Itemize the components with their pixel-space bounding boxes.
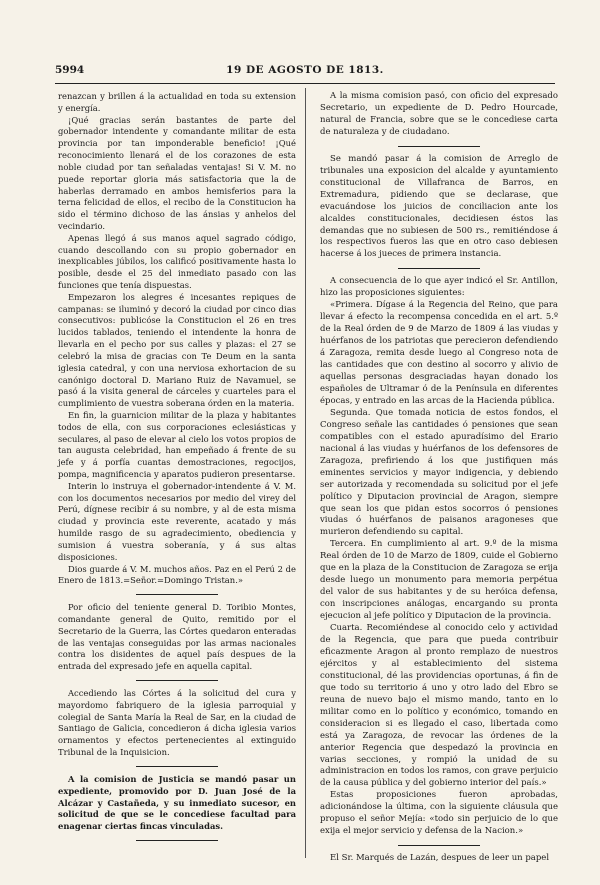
page-header <box>55 64 555 78</box>
paragraph: Tercera. En cumplimiento al art. 9.º de la misma Real órden de 10 de Marzo de 1809, cuide el Gobierno que en la plaza de la Constitucion de Zaragoza se erija desde luego un monumento para memoria perpétua del valor de sus habitantes y de su heróica defensa, con inscripciones análogas, encargando su pronta ejecucion al jefe político y Diputacion de la provincia. <box>320 539 558 622</box>
paragraph: Se mandó pasar á la comision de Arreglo de tribunales una exposicion del alcalde y ayuntamiento constitucional de Villafranca de Barros, en Extremadura, pidiendo que se declarase, que evacuándose los juicios de conciliacion ante los alcaldes constitucionales, decidiesen éstos las demandas que no subiesen de 500 rs., remitiéndose á los respectivos fueros las que en otro caso debiesen hacerse á los jueces de primera instancia. <box>320 153 558 260</box>
section-separator <box>398 845 480 846</box>
paragraph: En fin, la guarnicion militar de la plaza y habitantes todos de ella, con sus corporaciones eclesiásticas y seculares, al paso de elevar al cielo los votos propios de tan augusta celebridad, han empeñado á frente de su jefe y á porfía cuantas demostraciones, regocijos, pompa, magnificencia y aparatos pudieron presentarse. <box>58 409 296 479</box>
section-separator <box>136 840 218 841</box>
paragraph: Dios guarde á V. M. muchos años. Paz en el Perú 2 de Enero de 1813.=Señor.=Domingo Tristan.» <box>58 563 296 586</box>
paragraph: Por oficio del teniente general D. Toribio Montes, comandante general de Quito, remitido por el Secretario de la Guerra, las Córtes quedaron enteradas de las ventajas conseguidas por las armas nacionales contra los disidentes de aquel país despues de la entrada del expresado jefe en aquella capital. <box>58 602 296 672</box>
paragraph: ¡Qué gracias serán bastantes de parte del gobernador intendente y comandante militar de esta provincia por tan imponderable beneficio! ¡Qué reconocimiento llenará el de los corazones de esta noble ciudad por tan señaladas ventajas! Si V. M. no puede reportar gloria más satisfactoria que la de haberlas derramado en ambos hemisferios para la terna felicidad de ellos, el recibo de la Constitucion ha sido el término dichoso de las ánsias y anhelos del vecindario. <box>58 114 296 231</box>
paragraph: Empezaron los alegres é incesantes repiques de campanas: se iluminó y decoró la ciudad por cinco dias consecutivos: publicóse la Constitucion el 26 en tres lucidos tablados, teniendo el intendente la honra de llevarla en el pecho por sus calles y plazas: el 27 se celebró la misa de gracias con Te Deum en la santa iglesia catedral, y con una nerviosa exhortacion de su canónigo doctoral D. Mariano Ruiz de Navamuel, se pasó á la visita general de cárceles y cuarteles para el cumplimiento de vuestra soberana órden en la materia. <box>58 291 296 409</box>
paragraph: Accediendo las Córtes á la solicitud del cura y mayordomo fabriquero de la iglesia parroquial y colegial de Santa María la Real de Sar, en la ciudad de Santiago de Galicia, concedieron á dicha iglesia varios ornamentos y efectos pertenecientes al extinguido Tribunal de la Inquisicion. <box>58 688 296 758</box>
left-column <box>58 91 296 848</box>
paragraph: A consecuencia de lo que ayer indicó el Sr. Antillon, hizo las proposiciones siguientes: <box>320 276 558 299</box>
paragraph: El Sr. Marqués de Lazán, despues de leer un papel <box>330 853 550 864</box>
section-separator <box>136 594 218 595</box>
paragraph: Segunda. Que tomada noticia de estos fondos, el Congreso señale las cantidades ó pensiones que sean compatibles con el estado apuradísimo del Erario nacional á las viudas y huérfanos de los defensores de Zaragoza, prefiriendo á los que justifiquen más eminentes servicios y mayor indigencia, y debiendo ser autorizada y recomendada su solicitud por el jefe político y Diputacion provincial de Aragon, siempre que sean los que pidan estos socorros ó pensiones viudas ó huérfanos de paisanos aragoneses que murieron defendiendo su capital. <box>320 407 558 538</box>
paragraph: A la misma comision pasó, con oficio del expresado Secretario, un expediente de D. Pedro Hourcade, natural de Francia, sobre que se le concediese carta de naturaleza y de ciudadano. <box>320 91 558 137</box>
paragraph: renazcan y brillen á la actualidad en toda su extension y energía. <box>58 91 296 113</box>
paragraph: Estas proposiciones fueron aprobadas, adicionándose la última, con la siguiente cláusula que propuso el señor Mejía: «todo sin perjuicio de lo que exija el mejor servicio y defensa de la Nacion.» <box>320 790 558 837</box>
column-divider <box>305 88 306 858</box>
section-separator <box>136 680 218 681</box>
paragraph: Interin lo instruya el gobernador-intendente á V. M. con los documentos necesarios por medio del virey del Perú, dígnese recibir á su nombre, y al de esta misma ciudad y provincia este reverente, acatado y más humilde rasgo de su agradecimiento, obediencia y sumision á vuestra soberanía, y á sus altas disposiciones. <box>58 480 296 562</box>
paragraph: Cuarta. Recomiéndese al conocido celo y actividad de la Regencia, que para que pueda contribuir eficazmente Aragon al pronto remplazo de nuestros ejércitos y al establecimiento del sistema constitucional, dé las providencias oportunas, á fin de que todo su territorio á uno y otro lado del Ebro se reuna de nuevo bajo el mismo mando, tanto en lo militar como en lo político y económico, tomando en consideracion si es llegado el caso, libertada como está ya Zaragoza, de revocar las órdenes de la anterior Regencia que despedazó la provincia en varias secciones, y rompió la unidad de su administracion en todos los ramos, con grave perjuicio de la causa pública y del gobierno interior del país.» <box>320 623 558 789</box>
header-rule <box>55 83 555 84</box>
header-date: 19 DE AGOSTO DE 1813. <box>226 64 384 76</box>
paragraph: «Primera. Dígase á la Regencia del Reino, que para llevar á efecto la recompensa concedida en el art. 5.º de la Real órden de 9 de Marzo de 1809 á las viudas y huérfanos de los patriotas que perecieron defendiendo á Zaragoza, remita desde luego al Congreso nota de las cantidades que con destino al socorro y alivio de aquellas personas desgraciadas hayan donado los españoles de Ultramar ó de la Península en diferentes épocas, y entrado en las arcas de la Hacienda pública. <box>320 300 558 406</box>
paragraph: A la comision de Justicia se mandó pasar un expediente, promovido por D. Juan José de la Alcázar y Castañeda, y su inmediato sucesor, en solicitud de que se le concediese facultad para enagenar ciertas fincas vinculadas. <box>58 773 296 832</box>
page-number: 5994 <box>55 64 85 76</box>
section-separator <box>398 146 480 147</box>
right-column <box>320 91 558 865</box>
section-separator <box>398 268 480 269</box>
paragraph: Apenas llegó á sus manos aquel sagrado código, cuando descollando con su propio gobernador en inexplicables júbilos, los calificó positivamente hasta lo posible, desde el 25 del inmediato pasado con las funciones que tenía dispuestas. <box>58 232 296 290</box>
section-separator <box>136 766 218 767</box>
